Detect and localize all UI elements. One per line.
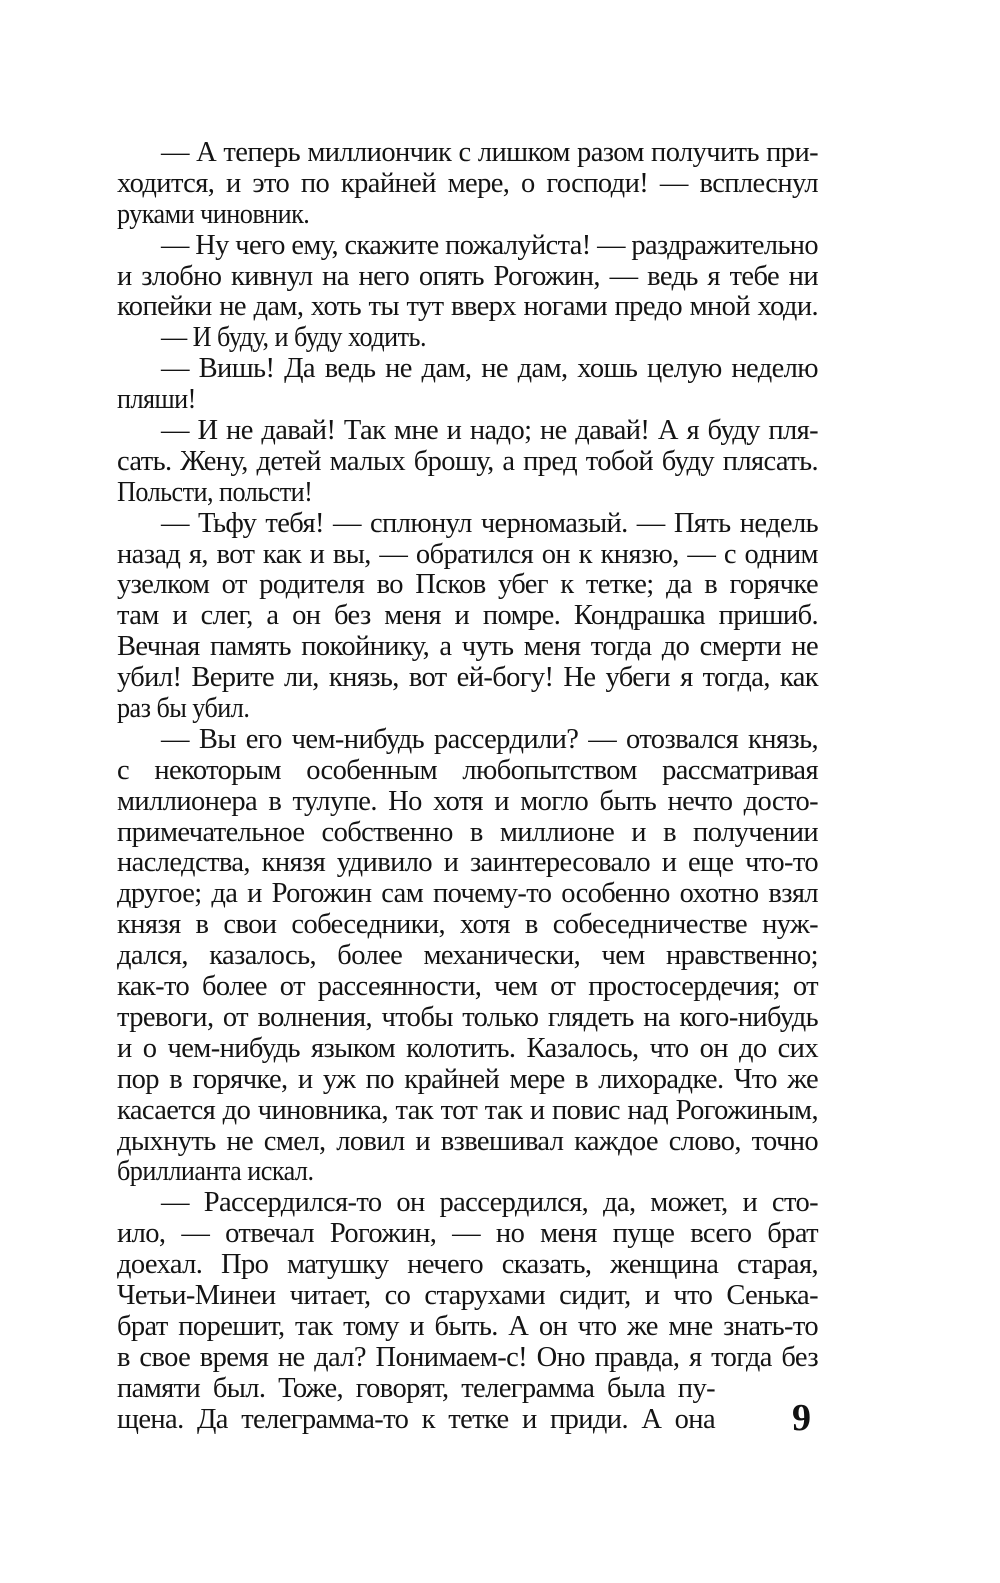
text-line: доехал. Про матушку нечего сказать, женщина старая, — [117, 1249, 818, 1281]
text-line: миллионера в тулупе. Но хотя и могло быть нечто досто- — [117, 785, 818, 817]
paragraph-first-line: — А теперь миллиончик с лишком разом получить при- — [161, 137, 818, 168]
text-line: наследства, князя удивило и заинтересовало и еще что-то — [117, 847, 818, 879]
text-line: касается до чиновника, так тот так и повис над Рогожиным, — [117, 1094, 818, 1126]
text-line: в свое время не дал? Понимаем-с! Оно правда, я тогда без — [117, 1341, 818, 1373]
text-line: убил! Верите ли, князь, вот ей-богу! Не убеги я тогда, как — [117, 662, 818, 694]
text-line: дался, казалось, более механически, чем нравственно; — [117, 940, 818, 972]
body-text — [117, 138, 818, 1435]
text-line: Польсти, польсти! — [117, 476, 313, 508]
text-line: тревоги, от волнения, чтобы только глядеть на кого-нибудь — [117, 1001, 818, 1033]
text-line: Четьи-Минеи читает, со старухами сидит, и что Сенька- — [117, 1279, 818, 1311]
paragraph-first-line: — Рассердился-то он рассердился, да, может, и сто- — [161, 1187, 818, 1219]
text-line: примечательное собственно в миллионе и в получении — [117, 816, 818, 848]
text-line: пор в горячке, и уж по крайней мере в лихорадке. Что же — [117, 1063, 818, 1095]
text-line: ходится, и это по крайней мере, о господи! — всплеснул — [117, 167, 818, 199]
text-line: и о чем-нибудь языком колотить. Казалось, что он до сих — [117, 1032, 818, 1064]
text-line: другое; да и Рогожин сам почему-то особенно охотно взял — [117, 878, 818, 910]
text-line: ило, — отвечал Рогожин, — но меня пуще всего брат — [117, 1218, 818, 1250]
text-line: раз бы убил. — [117, 693, 250, 725]
text-line: руками чиновник. — [117, 198, 310, 230]
text-line: там и слег, а он без меня и помре. Кондрашка пришиб. — [117, 600, 818, 632]
text-line: узелком от родителя во Псков убег к тетке; да в горячке — [117, 569, 818, 601]
text-line: как-то более от рассеянности, чем от простосердечия; от — [117, 971, 818, 1003]
paragraph-first-line: — Вишь! Да ведь не дам, не дам, хошь целую неделю — [161, 353, 818, 385]
text-line: и злобно кивнул на него опять Рогожин, — ведь я тебе ни — [117, 260, 818, 292]
text-line: брат порешит, так тому и быть. А он что же мне знать-то — [117, 1310, 818, 1342]
paragraph-first-line: — И буду, и буду ходить. — [160, 322, 426, 354]
paragraph-first-line: — Тьфу тебя! — сплюнул черномазый. — Пять недель — [161, 507, 818, 539]
paragraph-first-line: — И не давай! Так мне и надо; не давай! А я буду пля- — [161, 415, 818, 447]
text-line: сать. Жену, детей малых брошу, а пред тобой буду плясать. — [117, 445, 818, 477]
paragraph-first-line: — Ну чего ему, скажите пожалуйста! — раздражительно — [160, 229, 818, 261]
text-line: бриллианта искал. — [117, 1156, 314, 1188]
text-line: Вечная память покойнику, а чуть меня тогда до смерти не — [117, 631, 818, 663]
text-line: щена. Да телеграмма-то к тетке и приди. А она — [117, 1403, 715, 1435]
text-line: с некоторым особенным любопытством рассматривая — [117, 754, 818, 786]
text-line: копейки не дам, хоть ты тут вверх ногами предо мной ходи. — [117, 291, 818, 323]
text-line: памяти был. Тоже, говорят, телеграмма была пу- — [117, 1372, 715, 1404]
page-number: 9 — [792, 1397, 811, 1439]
text-line: пляши! — [117, 384, 196, 416]
text-line: дыхнуть не смел, ловил и взвешивал каждое слово, точно — [117, 1125, 818, 1157]
text-line: князя в свои собеседники, хотя в собеседничестве нуж- — [117, 909, 818, 941]
text-line: назад я, вот как и вы, — обратился он к князю, — с одним — [117, 538, 818, 570]
paragraph-first-line: — Вы его чем-нибудь рассердили? — отозвался князь, — [161, 723, 818, 755]
